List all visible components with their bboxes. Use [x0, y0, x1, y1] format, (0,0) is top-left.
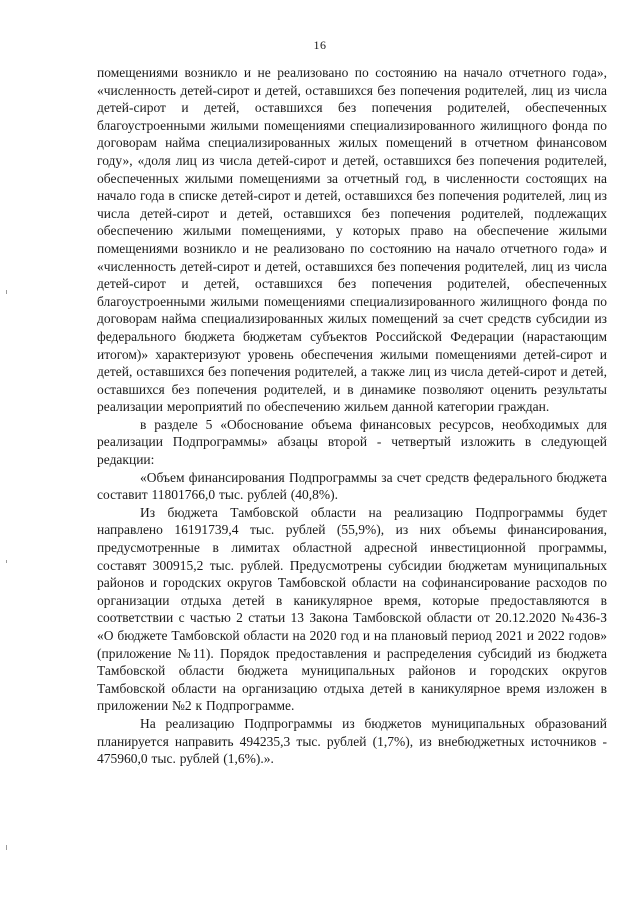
paragraph-regional-funding: Из бюджета Тамбовской области на реализацию Подпрограммы будет направлено 16191739,4 тыс. рублей (55,9%), из них объемы финансирования, предусмотренные в лимитах областной адресной инвестиционной программы, составят 300915,2 тыс. рублей. Предусмотрены субсидии бюджетам муниципальных районов и городских округов Тамбовской области на софинансирование расходов по организации отдыха детей в каникулярное время, которые предоставляются в соответствии с частью 2 статьи 13 Закона Тамбовской области от 20.12.2020 №436-З «О бюджете Тамбовской области на 2020 год и на плановый период 2021 и 2022 годов» (приложение №11). Порядок предоставления и распределения субсидий из бюджета Тамбовской области бюджета муниципальных районов и городских округов Тамбовской области на организацию отдыха детей в каникулярное время изложен в приложении №2 к Подпрограмме.	[97, 504, 607, 714]
paragraph-continuation: помещениями возникло и не реализовано по состоянию на начало отчетного года», «численность детей-сирот и детей, оставшихся без попечения родителей, лиц из числа детей-сирот и детей, оставшихся без попечения родителей, обеспеченных благоустроенными жилыми помещениями специализированного жилищного фонда по договорам найма специализированных жилых помещений в отчетном финансовом году», «доля лиц из числа детей-сирот и детей, оставшихся без попечения родителей, обеспеченных жилыми помещениями за отчетный год, в численности состоящих на начало года в списке детей-сирот и детей, оставшихся без попечения родителей, лиц из числа детей-сирот и детей, оставшихся без попечения родителей, подлежащих обеспечению жилыми помещениями, у которых право на обеспечение жилыми помещениями возникло и не реализовано по состоянию на начало отчетного года» и «численность детей-сирот и детей, оставшихся без попечения родителей, лиц из числа детей-сирот и детей, оставшихся без попечения родителей, обеспеченных благоустроенными жилыми помещениями специализированного жилищного фонда по договорам найма специализированных жилых помещений за счет средств субсидии из федерального бюджета бюджетам субъектов Российской Федерации (нарастающим итогом)» характеризуют уровень обеспечения жилыми помещениями детей-сирот и детей, оставшихся без попечения родителей, а также лиц из числа детей-сирот и детей, оставшихся без попечения родителей, и в динамике позволяют оценить результаты реализации мероприятий по обеспечению жильем данной категории граждан.	[97, 65, 607, 415]
scan-artifact	[6, 560, 7, 563]
paragraph-federal-funding: «Объем финансирования Подпрограммы за счет средств федерального бюджета составит 11801766,0 тыс. рублей (40,8%).	[97, 469, 607, 503]
paragraph-municipal-funding: На реализацию Подпрограммы из бюджетов муниципальных образований планируется направить 494235,3 тыс. рублей (1,7%), из внебюджетных источников - 475960,0 тыс. рублей (1,6%).».	[97, 715, 607, 767]
document-body	[97, 64, 607, 768]
page-number: 16	[313, 38, 327, 52]
scan-artifact	[6, 290, 7, 294]
scan-artifact	[6, 845, 7, 850]
paragraph-section-5-amendment: в разделе 5 «Обоснование объема финансовых ресурсов, необходимых для реализации Подпрограммы» абзацы второй - четвертый изложить в следующей редакции:	[97, 416, 607, 468]
